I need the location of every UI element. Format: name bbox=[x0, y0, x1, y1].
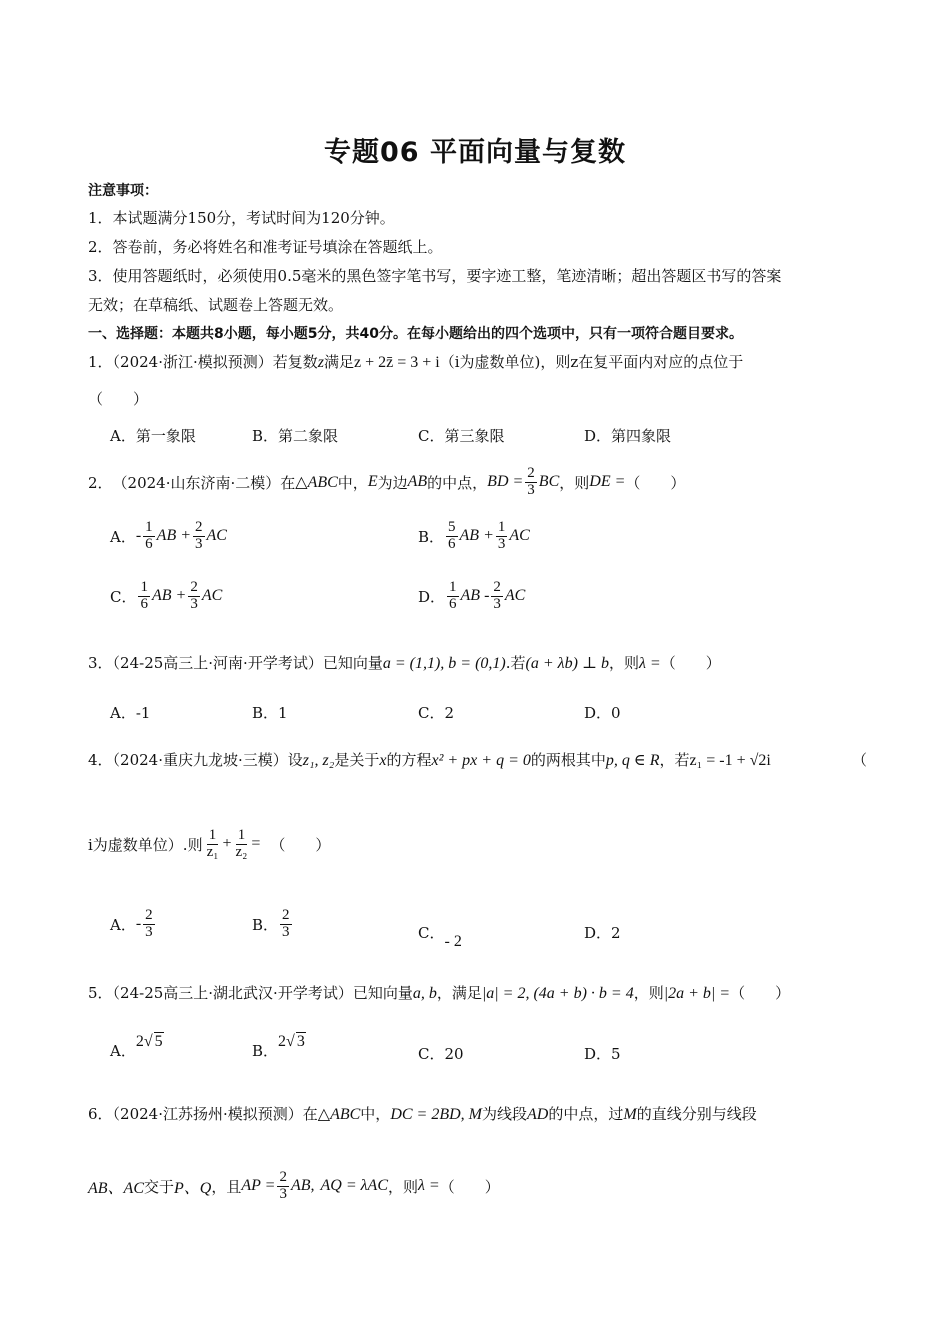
open-paren: （ bbox=[852, 751, 868, 769]
math-vectors: a = (1,1), b = (0,1) bbox=[382, 655, 506, 672]
fraction: $\frac{2}{3}$ bbox=[493, 579, 501, 612]
fraction: $\frac{2}{3}$ bbox=[527, 465, 535, 498]
option-value: - 2 bbox=[444, 933, 462, 950]
math-term: AB + bbox=[151, 587, 187, 605]
math-var: AD bbox=[527, 1106, 549, 1123]
math-var: AB, bbox=[290, 1177, 315, 1195]
page-title: 专题06 平面向量与复数 bbox=[324, 137, 626, 168]
notice-item-1: 1．本试题满分150分，考试时间为120分钟。 bbox=[88, 209, 395, 227]
question-6 bbox=[88, 1103, 757, 1124]
text: i为虚数单位）.则 bbox=[88, 835, 203, 854]
notice-heading: 注意事项： bbox=[88, 183, 158, 199]
math-coef: 2 bbox=[278, 1033, 287, 1050]
text: 的方程 bbox=[386, 751, 432, 769]
answer-paren: （ ） bbox=[439, 1177, 500, 1196]
math-term: AC bbox=[206, 527, 227, 545]
question-number: 2． bbox=[88, 473, 113, 492]
text: 中， bbox=[360, 1105, 391, 1123]
math-sign: - bbox=[135, 915, 142, 933]
question-4 bbox=[88, 749, 771, 770]
math-term: AB + bbox=[156, 527, 192, 545]
math-term: AB - bbox=[460, 587, 490, 605]
math-term: AC bbox=[504, 587, 526, 605]
question-1 bbox=[88, 351, 743, 372]
option-a[interactable] bbox=[110, 520, 227, 553]
fraction: $\frac{2}{3}$ bbox=[145, 907, 153, 940]
notice-item-3: 3．使用答题纸时，必须使用0.5毫米的黑色签字笔书写，要字迹工整，笔迹清晰；超出答题区书写的答案 bbox=[88, 267, 782, 285]
option-a[interactable] bbox=[110, 908, 157, 941]
math-term: AC bbox=[201, 587, 223, 605]
option-label: A． bbox=[110, 915, 136, 934]
option-label: B． bbox=[252, 915, 279, 934]
math-term: AC bbox=[509, 527, 530, 545]
option-d[interactable] bbox=[418, 580, 525, 613]
text: （i为虚数单位)，则z在复平面内对应的点位于 bbox=[439, 353, 744, 371]
text: 的两根其中 bbox=[530, 751, 606, 769]
option-label: C． bbox=[418, 924, 445, 942]
question-source: （24-25高三上·湖北武汉·开学考试）已知向量 bbox=[112, 984, 413, 1002]
text: 是关于 bbox=[334, 751, 380, 769]
question-number: 3． bbox=[88, 654, 113, 672]
option-c[interactable] bbox=[110, 580, 222, 613]
math-condition: |a| = 2, (4a + b) · b = 4 bbox=[481, 985, 634, 1002]
math-condition: (a + λb) ⊥ b bbox=[525, 655, 609, 672]
question-number: 5． bbox=[88, 984, 113, 1002]
math-equation: z + 2z̄ = 3 + i bbox=[354, 354, 440, 371]
answer-paren: （ ） bbox=[625, 473, 686, 492]
text: .若 bbox=[505, 654, 526, 672]
answer-paren: （ ） bbox=[88, 390, 149, 408]
text: ，若 bbox=[659, 751, 690, 769]
math-equation: z₁ = -1 + √2i bbox=[689, 752, 771, 769]
option-b[interactable]: B．第二象限 bbox=[252, 427, 339, 445]
math-var: AP = bbox=[241, 1177, 276, 1195]
text: 为边 bbox=[377, 473, 408, 492]
question-4-cont bbox=[88, 828, 330, 861]
math-var: λ = bbox=[418, 1177, 440, 1195]
math-radicand: 5 bbox=[154, 1033, 163, 1050]
math-sign: - bbox=[135, 527, 142, 545]
text: ，则 bbox=[608, 654, 639, 672]
question-3 bbox=[88, 652, 721, 673]
math-var: λ = bbox=[638, 655, 661, 672]
question-source: （2024·江苏扬州·模拟预测）在 bbox=[112, 1105, 318, 1123]
fraction: $\frac{1}{6}$ bbox=[140, 579, 148, 612]
math-segments: AB、AC bbox=[88, 1179, 144, 1197]
math-var: M bbox=[623, 1106, 637, 1123]
fraction: $\frac{2}{3}$ bbox=[190, 579, 198, 612]
notice-item-2: 2．答卷前，务必将姓名和准考证号填涂在答题纸上。 bbox=[88, 238, 443, 256]
option-label: A． bbox=[110, 527, 136, 546]
answer-paren: （ ） bbox=[730, 984, 791, 1002]
math-expression: |2a + b| = bbox=[663, 985, 731, 1002]
option-c[interactable]: C．20 bbox=[418, 1045, 464, 1063]
math-condition: AQ = λAC bbox=[320, 1177, 388, 1195]
fraction: $\frac{1}{6}$ bbox=[145, 519, 153, 552]
fraction: $\frac{1}{\text{z₂}}$ bbox=[235, 827, 248, 860]
answer-paren: （ ） bbox=[270, 835, 331, 854]
fraction: $\frac{1}{6}$ bbox=[449, 579, 457, 612]
math-var: BC bbox=[538, 473, 560, 491]
text: ，则 bbox=[633, 984, 664, 1002]
math-equation: x² + px + q = 0 bbox=[431, 752, 531, 769]
text: 满足 bbox=[324, 353, 355, 371]
math-condition: p, q ∈ R bbox=[605, 752, 660, 769]
option-d[interactable]: D．2 bbox=[584, 924, 621, 942]
question-5 bbox=[88, 982, 790, 1003]
math-term: AB + bbox=[459, 527, 494, 545]
math-var: DE = bbox=[589, 473, 626, 491]
question-number: 1． bbox=[88, 353, 113, 371]
fraction: $\frac{1}{\text{z₁}}$ bbox=[206, 827, 219, 860]
text: 的中点， bbox=[427, 473, 488, 492]
math-var: E bbox=[367, 473, 378, 491]
option-a[interactable]: A．2√ 5 bbox=[110, 1033, 163, 1060]
question-number: 6． bbox=[88, 1105, 113, 1123]
question-source: （24-25高三上·河南·开学考试）已知向量 bbox=[112, 654, 383, 672]
option-label: C． bbox=[110, 587, 137, 606]
math-var: x bbox=[379, 752, 387, 769]
math-var: AB bbox=[407, 473, 428, 491]
question-source: （2024·重庆九龙坡·三模）设 bbox=[112, 751, 303, 769]
math-coef: 2 bbox=[135, 1033, 144, 1050]
section-heading: 一、选择题：本题共8小题，每小题5分，共40分。在每小题给出的四个选项中，只有一项符合题目要求。 bbox=[88, 326, 743, 342]
fraction: $\frac{2}{3}$ bbox=[195, 519, 203, 552]
text: 交于 bbox=[144, 1177, 175, 1196]
math-vectors: a, b bbox=[412, 985, 437, 1002]
text: 的直线分别与线段 bbox=[636, 1105, 757, 1123]
math-radicand: 3 bbox=[296, 1033, 305, 1050]
option-b[interactable] bbox=[418, 520, 530, 553]
text: 为线段 bbox=[482, 1105, 528, 1123]
option-c[interactable] bbox=[418, 922, 462, 950]
fraction: $\frac{5}{6}$ bbox=[448, 519, 456, 552]
question-2 bbox=[88, 466, 685, 499]
math-var: BD = bbox=[487, 473, 524, 491]
math-sign: = bbox=[251, 835, 261, 853]
option-label: D． bbox=[418, 587, 446, 606]
fraction: $\frac{2}{3}$ bbox=[282, 907, 290, 940]
option-label: B． bbox=[252, 1042, 279, 1060]
question-source: （2024·浙江·模拟预测）若复数 bbox=[112, 353, 318, 371]
math-condition: DC = 2BD, M bbox=[390, 1106, 482, 1123]
text: ，则 bbox=[387, 1177, 418, 1196]
option-a[interactable]: A．第一象限 bbox=[110, 427, 196, 445]
math-points: P、Q bbox=[174, 1179, 212, 1197]
math-roots: z₁, z₂ bbox=[302, 752, 335, 769]
math-sign: + bbox=[222, 835, 232, 853]
option-c[interactable]: C．第三象限 bbox=[418, 427, 505, 445]
option-a[interactable]: A．-1 bbox=[110, 704, 151, 722]
option-b[interactable] bbox=[252, 908, 294, 941]
option-label: A． bbox=[110, 1042, 136, 1060]
fraction: $\frac{2}{3}$ bbox=[279, 1169, 287, 1202]
text: 的中点，过 bbox=[548, 1105, 624, 1123]
question-number: 4． bbox=[88, 751, 113, 769]
math-var: z bbox=[317, 354, 324, 371]
option-b[interactable]: B．2√ 3 bbox=[252, 1033, 305, 1060]
math-triangle: △ABC bbox=[317, 1106, 361, 1123]
option-d[interactable]: D．5 bbox=[584, 1045, 621, 1063]
text: ，则 bbox=[559, 473, 590, 492]
question-6-cont bbox=[88, 1170, 500, 1203]
option-c[interactable]: C．2 bbox=[418, 704, 455, 722]
text: ，满足 bbox=[436, 984, 482, 1002]
question-source: （2024·山东济南·二模）在 bbox=[112, 473, 296, 492]
option-d[interactable]: D．0 bbox=[584, 704, 621, 722]
option-d[interactable]: D．第四象限 bbox=[584, 427, 672, 445]
text: ，且 bbox=[211, 1177, 242, 1196]
option-b[interactable]: B．1 bbox=[252, 704, 288, 722]
notice-item-3-cont: 无效；在草稿纸、试题卷上答题无效。 bbox=[88, 296, 344, 314]
math-triangle: △ABC bbox=[295, 474, 338, 492]
option-label: B． bbox=[418, 527, 445, 546]
answer-paren: （ ） bbox=[660, 654, 721, 672]
fraction: $\frac{1}{3}$ bbox=[497, 519, 506, 552]
text: 中， bbox=[337, 473, 368, 492]
